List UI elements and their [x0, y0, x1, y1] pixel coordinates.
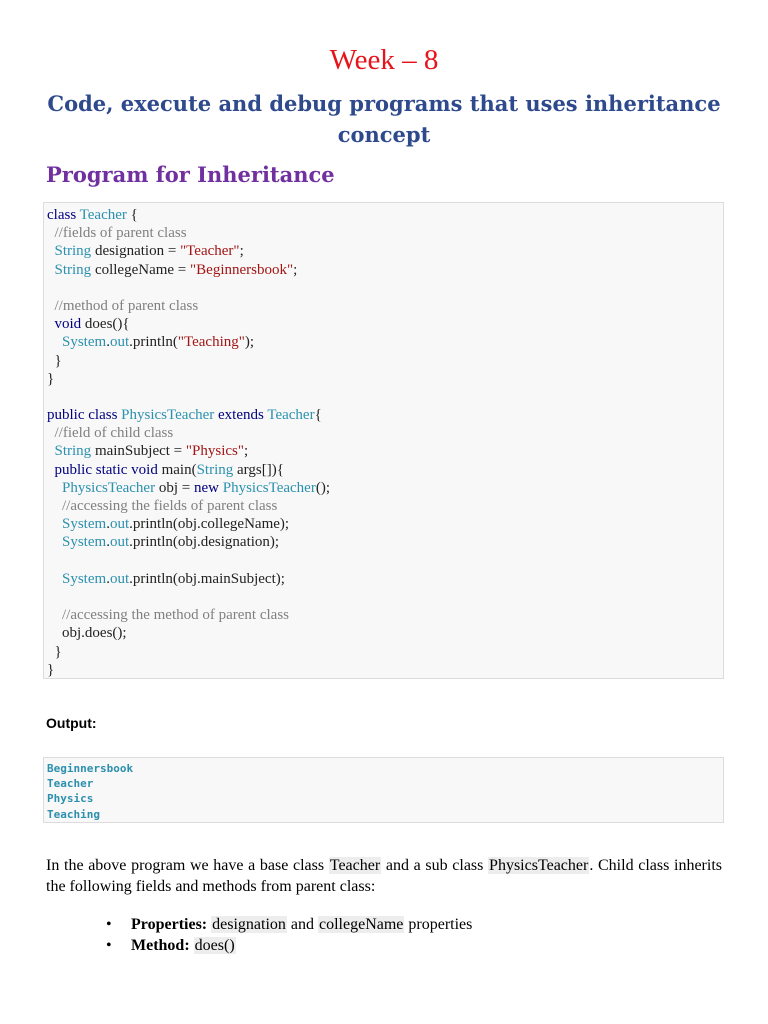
code-line: [47, 552, 723, 570]
code-line: String designation = "Teacher";: [54, 243, 244, 260]
week-title: Week – 8: [329, 44, 439, 76]
code-line: System.out.println(obj.designation);: [62, 534, 280, 551]
code-line: String collegeName = "Beginnersbook";: [54, 261, 298, 278]
code-line: obj.does();: [47, 625, 127, 642]
inline-code-collegename: collegeName: [319, 916, 404, 933]
code-line: public static void main(String args[]){: [54, 461, 284, 478]
output-block: [43, 757, 724, 823]
bullet-list: [106, 914, 472, 956]
code-line: //field of child class: [47, 425, 174, 442]
inline-code-physicsteacher: PhysicsTeacher: [489, 857, 589, 874]
code-line: //fields of parent class: [47, 225, 187, 242]
explanation-paragraph: [46, 855, 722, 897]
paragraph-text: . Child class inherits the following fields and methods from parent class:: [46, 857, 723, 895]
code-line: //accessing the fields of parent class: [47, 498, 278, 514]
code-line: System.out.println(obj.collegeName);: [62, 516, 290, 533]
code-line: String mainSubject = "Physics";: [54, 443, 249, 460]
document-subtitle: Code, execute and debug programs that uses inheritance concept: [47, 91, 721, 147]
output-line: Physics: [47, 792, 94, 806]
bullet-text: and: [286, 916, 318, 933]
code-line: void does(){: [54, 316, 130, 333]
code-line: PhysicsTeacher obj = new PhysicsTeacher();: [62, 479, 330, 496]
inline-code-does: does(): [194, 937, 235, 954]
code-line: System.out.println("Teaching");: [62, 334, 255, 351]
bullet-dot-icon: •: [106, 937, 112, 954]
code-line: }: [47, 643, 62, 660]
code-line: [47, 588, 723, 606]
code-line: }: [47, 352, 62, 369]
output-line: Beginnersbook: [47, 762, 134, 775]
code-line: public class PhysicsTeacher extends Teacher{: [47, 407, 322, 424]
code-line: class Teacher {: [47, 207, 138, 223]
output-line: Teacher: [47, 777, 94, 791]
bullet-dot-icon: •: [106, 916, 112, 933]
code-line: //accessing the method of parent class: [47, 607, 290, 624]
bullet-item-method: [106, 935, 472, 956]
code-line: }: [47, 370, 55, 387]
bullet-item-properties: [106, 914, 472, 935]
code-line: System.out.println(obj.mainSubject);: [62, 570, 285, 587]
bullet-label: Properties:: [131, 916, 208, 933]
paragraph-text: and a sub class: [381, 857, 489, 874]
code-lines: [47, 206, 723, 679]
code-line: [47, 279, 723, 297]
bullet-text: properties: [404, 916, 473, 933]
code-line: }: [47, 661, 55, 678]
code-block: [43, 202, 724, 679]
paragraph-text: In the above program we have a base class: [46, 857, 329, 874]
code-line: [47, 388, 723, 406]
code-line: //method of parent class: [47, 297, 199, 314]
output-label: Output:: [46, 715, 97, 731]
inline-code-designation: designation: [212, 916, 286, 933]
output-line: Teaching: [47, 807, 100, 821]
bullet-label: Method:: [131, 937, 190, 954]
section-heading: Program for Inheritance: [46, 162, 335, 187]
inline-code-teacher: Teacher: [329, 857, 381, 874]
